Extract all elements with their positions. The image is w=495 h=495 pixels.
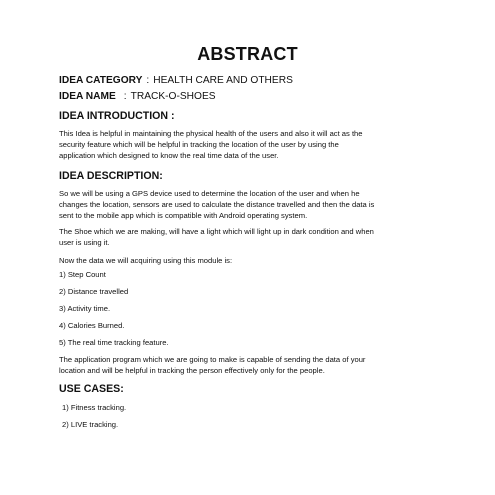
idea-name-sep: :	[123, 91, 127, 102]
idea-category-sep: :	[146, 75, 150, 86]
idea-category-row	[59, 75, 293, 86]
description-paragraph-2	[59, 226, 444, 248]
list-item: 2) Distance travelled	[59, 287, 129, 296]
description-line: So we will be using a GPS device used to determine the location of the user and when he	[59, 189, 360, 198]
description-line: user is using it.	[59, 238, 110, 248]
list-item: 3) Activity time.	[59, 304, 111, 313]
list-item: 5) The real time tracking feature.	[59, 338, 169, 347]
list-item: 4) Calories Burned.	[59, 321, 125, 330]
description-line: The Shoe which we are making, will have a light which will light up in dark condition and when	[59, 227, 374, 236]
intro-heading: IDEA INTRODUCTION :	[59, 110, 175, 122]
description-paragraph-3	[59, 255, 444, 266]
list-item: 1) Fitness tracking.	[62, 403, 127, 412]
list-item: 2) LIVE tracking.	[62, 420, 119, 429]
description-paragraph-1	[59, 188, 444, 222]
idea-name-value: TRACK-O-SHOES	[130, 91, 216, 102]
idea-category-label: IDEA CATEGORY	[59, 75, 143, 86]
description-paragraph-4	[59, 354, 444, 376]
idea-name-row	[59, 91, 216, 102]
idea-name-label: IDEA NAME	[59, 91, 116, 102]
intro-line: This Idea is helpful in maintaining the physical health of the users and also it will act as the	[59, 129, 363, 138]
description-line: sent to the mobile app which is compatible with Android operating system.	[59, 211, 308, 221]
description-line: Now the data we will acquiring using this module is:	[59, 256, 233, 265]
intro-line: application which designed to know the real time data of the user.	[59, 151, 279, 161]
page-title: ABSTRACT	[197, 44, 298, 64]
description-line: changes the location, sensors are used to calculate the distance travelled and then the data is	[59, 200, 375, 210]
description-heading: IDEA DESCRIPTION:	[59, 170, 163, 182]
use-cases-heading: USE CASES:	[59, 383, 124, 395]
intro-line: security feature which will be helpful in tracking the location of the user by using the	[59, 140, 339, 150]
idea-category-value: HEALTH CARE AND OTHERS	[153, 75, 293, 86]
description-line: location and will be helpful in tracking the person effectively only for the people.	[59, 366, 325, 376]
description-line: The application program which we are going to make is capable of sending the data of your	[59, 355, 366, 364]
list-item: 1) Step Count	[59, 270, 106, 279]
intro-paragraph	[59, 128, 444, 162]
